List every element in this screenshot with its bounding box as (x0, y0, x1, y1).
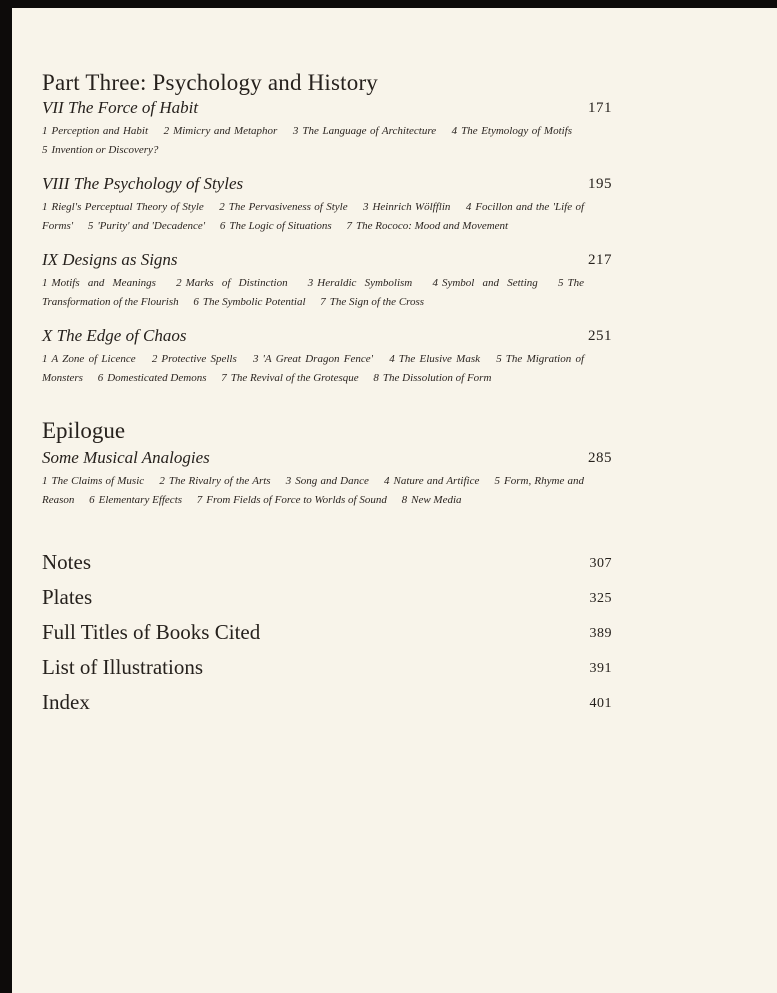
section-item (152, 353, 237, 365)
chapter-title: IX Designs as Signs (42, 250, 178, 269)
section-item (159, 475, 270, 487)
chapter-title: VII The Force of Habit (42, 98, 199, 117)
section-title: From Fields of Force to Worlds of Sound (206, 494, 387, 506)
back-matter-page-number: 401 (589, 696, 612, 711)
chapter-heading (42, 98, 612, 122)
section-number: 4 (384, 475, 390, 487)
section-title: Heinrich Wölfflin (372, 201, 451, 213)
section-item (89, 494, 182, 506)
back-matter-page-number: 307 (589, 556, 612, 571)
section-item (293, 125, 436, 137)
section-number: 3 (307, 277, 314, 289)
epilogue-entry (42, 448, 612, 510)
section-item (42, 475, 144, 487)
section-item (384, 475, 479, 487)
back-matter-label: List of Illustrations (42, 655, 203, 679)
book-page (12, 8, 777, 993)
chapter-page-number: 195 (588, 176, 612, 192)
section-item (219, 201, 347, 213)
section-item (220, 220, 332, 232)
section-title: New Media (411, 494, 462, 506)
section-item (253, 353, 373, 365)
section-number: 4 (465, 201, 472, 213)
chapter-page-number: 285 (588, 450, 612, 466)
section-item (42, 201, 204, 213)
section-item (98, 372, 207, 384)
section-number: 2 (163, 125, 170, 137)
section-title: Song and Dance (295, 475, 369, 487)
back-matter-entry (42, 585, 612, 620)
section-title: The Claims of Music (51, 475, 145, 487)
section-title: Invention or Discovery? (51, 144, 159, 156)
section-item (363, 201, 450, 213)
section-title: Perception and Habit (51, 125, 149, 137)
section-list (42, 274, 584, 312)
chapter-title: Some Musical Analogies (42, 448, 210, 467)
section-title: Form, Rhyme and Reason (42, 475, 585, 506)
section-title: The Rivalry of the Arts (168, 475, 271, 487)
section-item (164, 125, 278, 137)
chapter-entry (42, 174, 612, 236)
section-item (197, 494, 387, 506)
section-title: The Etymology of Motifs (461, 125, 573, 137)
section-number: 5 (42, 144, 48, 156)
section-item (346, 220, 508, 232)
section-number: 2 (219, 201, 225, 213)
section-number: 6 (219, 220, 226, 232)
section-number: 7 (320, 296, 326, 308)
section-title: Domesticated Demons (107, 372, 207, 384)
section-title: Riegl's Perceptual Theory of Style (51, 201, 204, 213)
chapter-heading (42, 250, 612, 274)
back-matter-label: Plates (42, 585, 93, 609)
chapter-entry (42, 250, 612, 312)
section-item (389, 353, 480, 365)
section-item (286, 475, 369, 487)
section-item (452, 125, 572, 137)
table-of-contents (42, 70, 612, 725)
section-item (42, 353, 136, 365)
back-matter-entry (42, 550, 612, 585)
section-title: Focillon and the 'Life of Forms' (42, 201, 585, 232)
section-number: 4 (389, 353, 395, 365)
section-number: 6 (193, 296, 199, 308)
section-title: Motifs and Meanings (51, 277, 156, 289)
section-number: 1 (42, 201, 48, 213)
section-number: 5 (558, 277, 564, 289)
section-number: 8 (373, 372, 379, 384)
section-list (42, 122, 584, 160)
section-number: 2 (151, 353, 158, 365)
section-title: Symbol and Setting (441, 277, 538, 289)
section-title: Nature and Artifice (393, 475, 480, 487)
back-matter-list (42, 550, 612, 725)
section-number: 5 (87, 220, 94, 232)
back-matter-page-number: 325 (589, 591, 612, 606)
chapter-page-number: 251 (588, 328, 612, 344)
section-title: A Zone of Licence (51, 353, 136, 365)
section-number: 8 (401, 494, 408, 506)
section-number: 3 (285, 475, 292, 487)
section-item (88, 220, 205, 232)
section-title: Elementary Effects (98, 494, 183, 506)
section-number: 1 (42, 353, 48, 365)
section-number: 1 (42, 277, 48, 289)
part-title: Part Three: Psychology and History (42, 70, 378, 95)
chapter-heading (42, 448, 612, 472)
section-title: The Language of Architecture (302, 125, 437, 137)
section-title: The Elusive Mask (398, 353, 481, 365)
section-number: 4 (451, 125, 458, 137)
chapter-list (42, 98, 612, 388)
section-item (308, 277, 412, 289)
section-item (320, 296, 424, 308)
section-title: The Symbolic Potential (202, 296, 306, 308)
back-matter-label: Index (42, 690, 90, 714)
section-title: The Sign of the Cross (329, 296, 425, 308)
section-title: The Logic of Situations (229, 220, 332, 232)
section-number: 4 (432, 277, 438, 289)
chapter-entry (42, 326, 612, 388)
section-item (42, 125, 148, 137)
chapter-heading (42, 174, 612, 198)
section-title: Marks of Distinction (185, 277, 288, 289)
section-list (42, 472, 584, 510)
section-number: 2 (176, 277, 182, 289)
section-list (42, 350, 584, 388)
section-item (402, 494, 462, 506)
section-title: The Revival of the Grotesque (230, 372, 359, 384)
chapter-title: X The Edge of Chaos (42, 326, 187, 345)
section-number: 6 (97, 372, 104, 384)
section-number: 5 (496, 353, 502, 365)
back-matter-entry (42, 620, 612, 655)
back-matter-entry (42, 655, 612, 690)
section-title: Heraldic Symbolism (317, 277, 413, 289)
back-matter-entry (42, 690, 612, 725)
section-item (42, 144, 158, 156)
section-title: The Migration of Monsters (42, 353, 585, 384)
section-item (42, 277, 156, 289)
section-number: 3 (253, 353, 259, 365)
section-list (42, 198, 584, 236)
chapter-entry (42, 98, 612, 160)
section-number: 5 (494, 475, 501, 487)
section-title: Protective Spells (161, 353, 237, 365)
section-number: 3 (362, 201, 369, 213)
chapter-title: VIII The Psychology of Styles (42, 174, 244, 193)
section-title: 'Purity' and 'Decadence' (97, 220, 206, 232)
section-item (432, 277, 537, 289)
section-number: 7 (346, 220, 352, 232)
section-item (176, 277, 287, 289)
chapter-page-number: 171 (588, 100, 612, 116)
back-matter-page-number: 391 (589, 661, 612, 676)
section-number: 3 (292, 125, 299, 137)
section-item (373, 372, 491, 384)
section-title: The Dissolution of Form (382, 372, 492, 384)
section-item (221, 372, 358, 384)
section-title: 'A Great Dragon Fence' (262, 353, 373, 365)
section-number: 7 (221, 372, 227, 384)
section-title: The Pervasiveness of Style (228, 201, 348, 213)
section-number: 1 (42, 125, 48, 137)
back-matter-label: Full Titles of Books Cited (42, 620, 261, 644)
section-number: 7 (196, 494, 203, 506)
epilogue-title: Epilogue (42, 418, 126, 443)
chapter-heading (42, 326, 612, 350)
section-item (193, 296, 305, 308)
back-matter-label: Notes (42, 550, 91, 574)
section-number: 2 (159, 475, 165, 487)
section-title: Mimicry and Metaphor (173, 125, 278, 137)
section-number: 6 (89, 494, 95, 506)
section-title: The Transformation of the Flourish (42, 277, 584, 308)
section-number: 1 (42, 475, 48, 487)
section-title: The Rococo: Mood and Movement (355, 220, 509, 232)
chapter-page-number: 217 (588, 252, 612, 268)
back-matter-page-number: 389 (589, 626, 612, 641)
